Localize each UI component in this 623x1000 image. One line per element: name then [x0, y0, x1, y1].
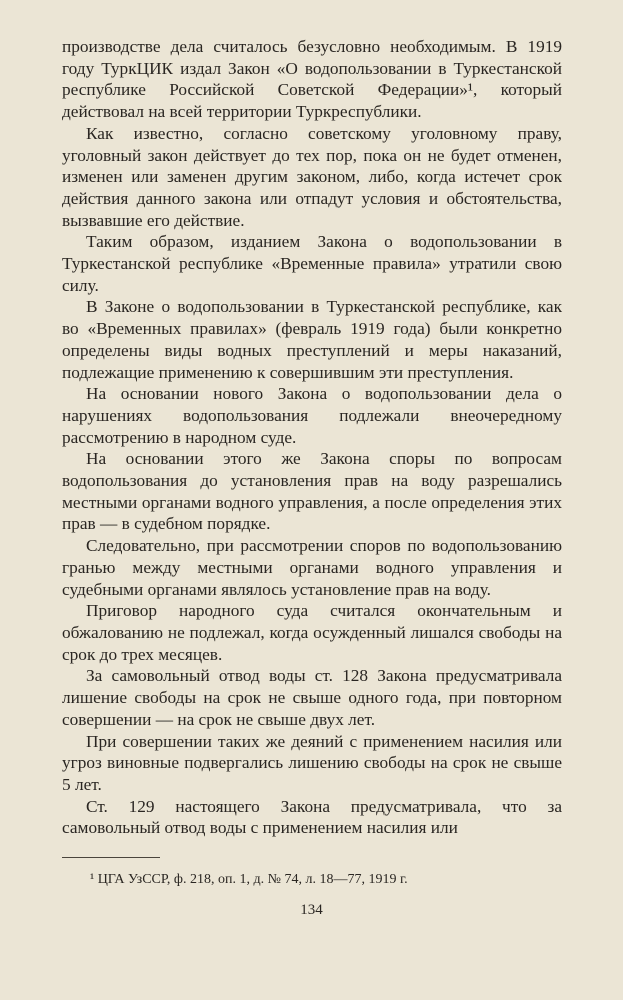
paragraph-11: Ст. 129 настоящего Закона предусматривала, что за самовольный отвод воды с применением насилия или [62, 796, 562, 838]
paragraph-10: При совершении таких же деяний с применением насилия или угроз виновные подвергались лишению свободы на срок не свыше 5 лет. [62, 731, 562, 794]
paragraph-5: На основании нового Закона о водопользовании дела о нарушениях водопользования подлежали внеочередному рассмотрению в народном суде. [62, 384, 562, 447]
paragraph-2: Как известно, согласно советскому уголовному праву, уголовный закон действует до тех пор, пока он не будет отменен, изменен или заменен другим законом, либо, когда истечет срок действия данного закона или отпадут условия и обстоятельства, вызвавшие его действие. [62, 123, 562, 230]
paragraph-8: Приговор народного суда считался окончательным и обжалованию не подлежал, когда осужденный лишался свободы на срок до трех месяцев. [62, 601, 562, 664]
footnote-divider [62, 857, 160, 858]
paragraph-6: На основании этого же Закона споры по вопросам водопользования до установления прав на воду разрешались местными органами водного управления, а после определения этих прав — в судебном порядке. [62, 449, 562, 534]
paragraph-9: За самовольный отвод воды ст. 128 Закона предусматривала лишение свободы на срок не свыше одного года, при повторном совершении — на срок не свыше двух лет. [62, 666, 562, 729]
paragraph-1: производстве дела считалось безусловно необходимым. В 1919 году ТуркЦИК издал Закон «О водопользовании в Туркестанской республике Российской Советской Федерации»¹, который действовал на всей территории Туркреспублики. [62, 37, 562, 122]
paragraph-3: Таким образом, изданием Закона о водопользовании в Туркестанской республике «Временные правила» утратили свою силу. [62, 232, 562, 295]
paragraph-7: Следовательно, при рассмотрении споров по водопользованию гранью между местными органами водного управления и судебными органами являлось установление прав на воду. [62, 536, 562, 599]
footnote: ¹ ЦГА УзССР, ф. 218, оп. 1, д. № 74, л. 18—77, 1919 г. [90, 872, 408, 887]
body-text [62, 36, 562, 839]
page-number: 134 [300, 902, 323, 918]
paragraph-4: В Законе о водопользовании в Туркестанской республике, как во «Временных правилах» (февраль 1919 года) были конкретно определены виды водных преступлений и меры наказаний, подлежащие применению к совершившим эти преступления. [62, 297, 562, 382]
